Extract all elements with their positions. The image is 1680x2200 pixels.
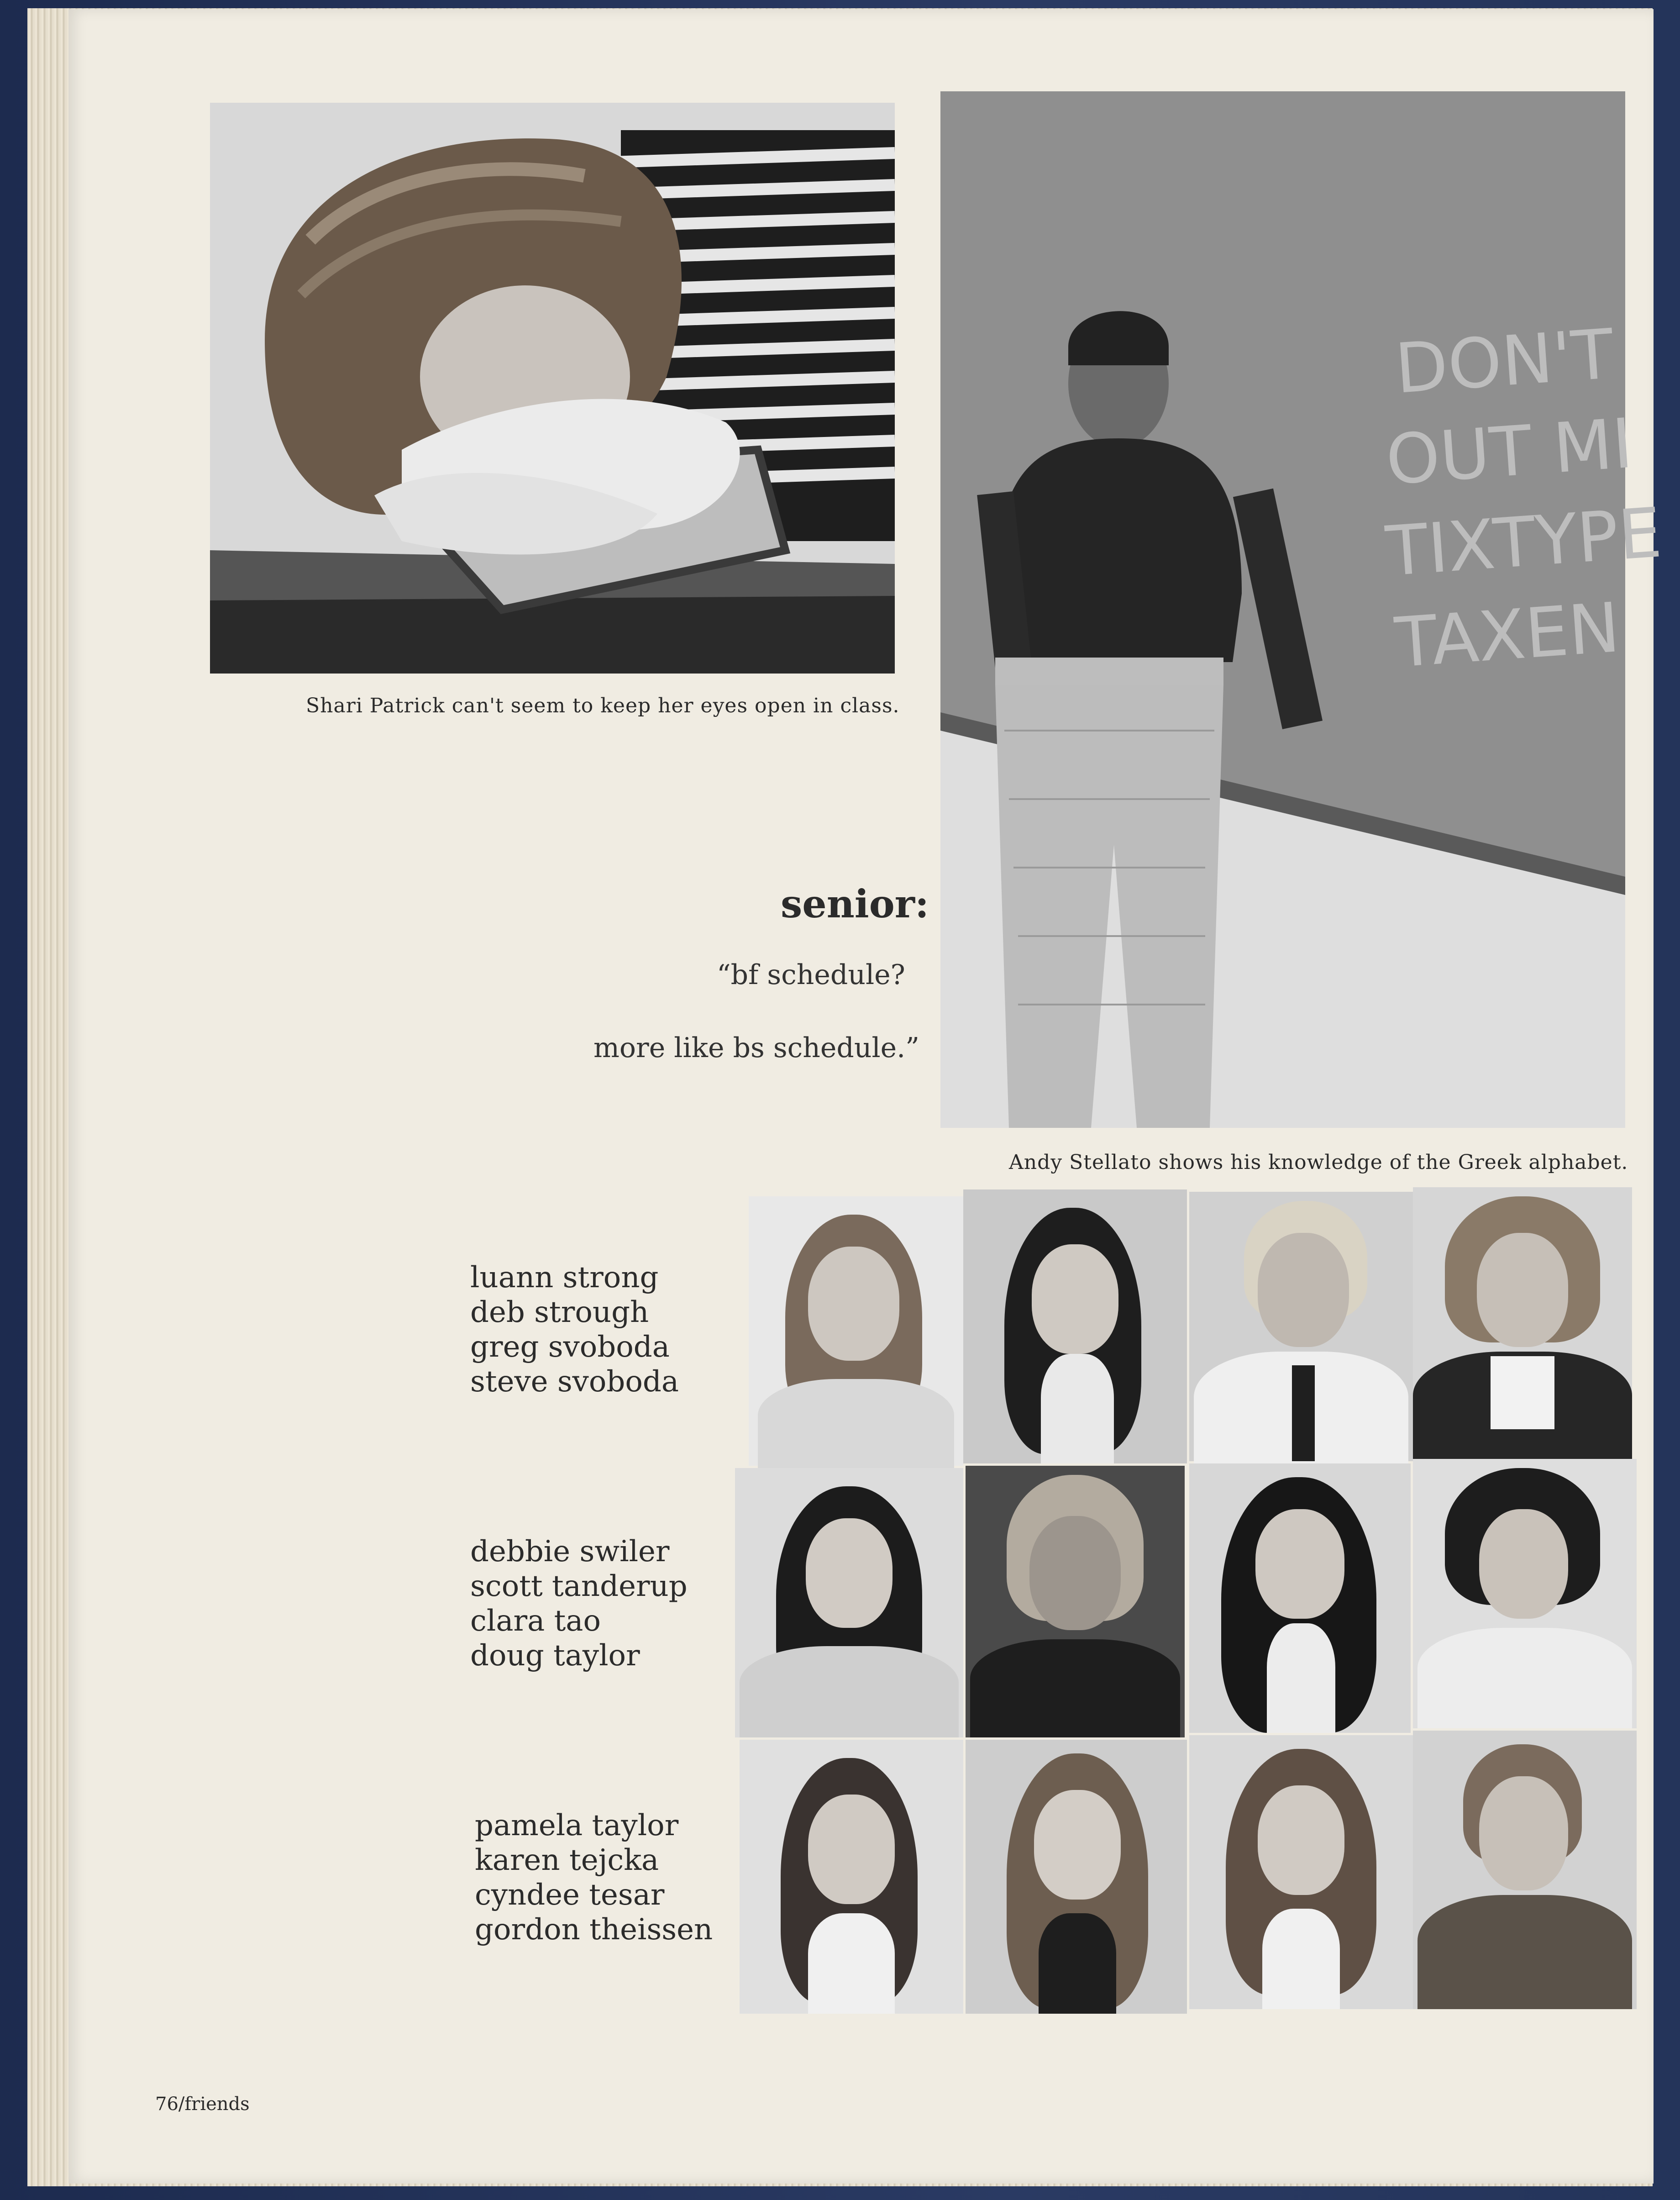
portrait-photo [1189, 1735, 1413, 2009]
name-list-row-1 [470, 1260, 679, 1399]
name-list-row-3 [475, 1808, 713, 1947]
name: pamela taylor [475, 1809, 679, 1842]
portrait-photo [740, 1740, 963, 2014]
chalk-line-1: DON'T [1392, 314, 1616, 409]
portrait-photo [735, 1468, 963, 1737]
portrait-photo [966, 1466, 1185, 1737]
portrait-photo [1413, 1187, 1632, 1457]
page-folio: 76/friends [155, 2094, 250, 2115]
caption-sleeping-student: Shari Patrick can't seem to keep her eyes open in class. [306, 694, 900, 717]
name: cyndee tesar [475, 1878, 665, 1912]
photo-chalkboard [940, 91, 1664, 1128]
photo-sleeping-student [210, 103, 895, 674]
quote-line-2: more like bs schedule.” [593, 1032, 919, 1064]
photo-chalkboard-image [940, 91, 1664, 1128]
portrait-photo [1189, 1463, 1411, 1733]
portrait-photo [1413, 1731, 1637, 2009]
yearbook-page [68, 9, 1664, 2184]
name: deb strough [470, 1295, 649, 1329]
name: luann strong [470, 1261, 659, 1295]
portrait-photo [1413, 1459, 1637, 1728]
name: steve svoboda [470, 1365, 679, 1399]
name: doug taylor [470, 1639, 640, 1673]
chalk-line-4: TAXEN [1392, 588, 1622, 683]
name: clara tao [470, 1604, 601, 1638]
name: debbie swiler [470, 1535, 670, 1568]
portrait-photo [963, 1189, 1187, 1463]
name: karen tejcka [475, 1843, 659, 1877]
caption-chalkboard: Andy Stellato shows his knowledge of the Greek alphabet. [1009, 1151, 1628, 1174]
name: gordon theissen [475, 1913, 713, 1947]
quote-line-1: “bf schedule? [717, 959, 905, 991]
portrait-photo [966, 1740, 1187, 2014]
name-list-row-2 [470, 1534, 688, 1673]
chalk-line-2: OUT MI [1383, 404, 1636, 500]
portrait-photo [1189, 1192, 1413, 1461]
name: scott tanderup [470, 1569, 688, 1603]
portrait-photo [749, 1196, 963, 1466]
photo-sleeping-student-image [210, 103, 895, 674]
name: greg svoboda [470, 1330, 670, 1364]
section-heading: senior: [781, 881, 929, 926]
chalk-line-3: TIXTYPE [1383, 493, 1664, 592]
